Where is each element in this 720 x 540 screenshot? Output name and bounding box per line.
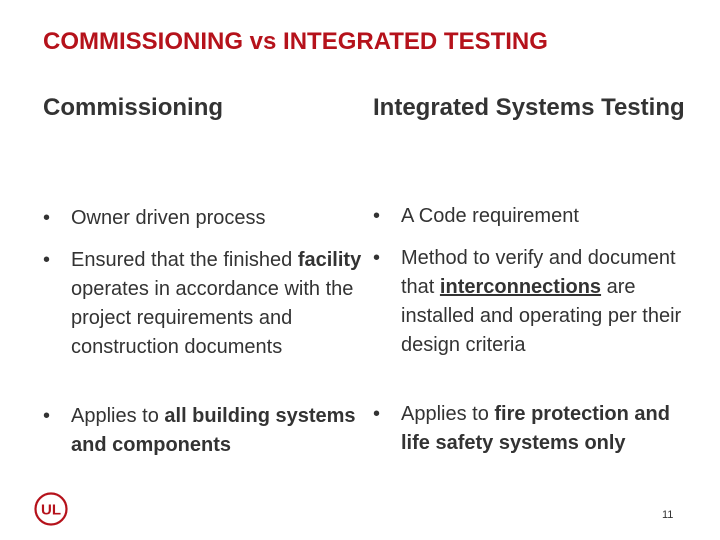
list-item: • A Code requirement: [373, 202, 701, 231]
bullet-icon: •: [373, 205, 381, 227]
integrated-testing-column: [373, 92, 693, 454]
list-item: • Applies to fire protection and life safety systems only: [373, 400, 701, 458]
ul-logo-text: UL: [41, 501, 61, 519]
list-item: • Ensured that the finished facility operates in accordance with the project requirements and construction documents: [43, 246, 371, 362]
bullet-icon: •: [43, 249, 51, 271]
list-item: • Applies to all building systems and components: [43, 402, 371, 460]
slide-title: COMMISSIONING vs INTEGRATED TESTING: [43, 28, 548, 55]
bullet-icon: •: [43, 405, 51, 427]
bullet-icon: •: [43, 207, 51, 229]
integrated-testing-heading: Integrated Systems Testing: [373, 94, 685, 121]
list-item: • Owner driven process: [43, 204, 371, 233]
ul-logo-icon: [34, 492, 68, 526]
bullet-icon: •: [373, 403, 381, 425]
bullet-icon: •: [373, 247, 381, 269]
commissioning-heading: Commissioning: [43, 94, 224, 121]
commissioning-column: [43, 92, 362, 456]
page-number: 11: [662, 509, 674, 521]
list-item: • Method to verify and document that interconnections are installed and operating per their design criteria: [373, 244, 691, 360]
